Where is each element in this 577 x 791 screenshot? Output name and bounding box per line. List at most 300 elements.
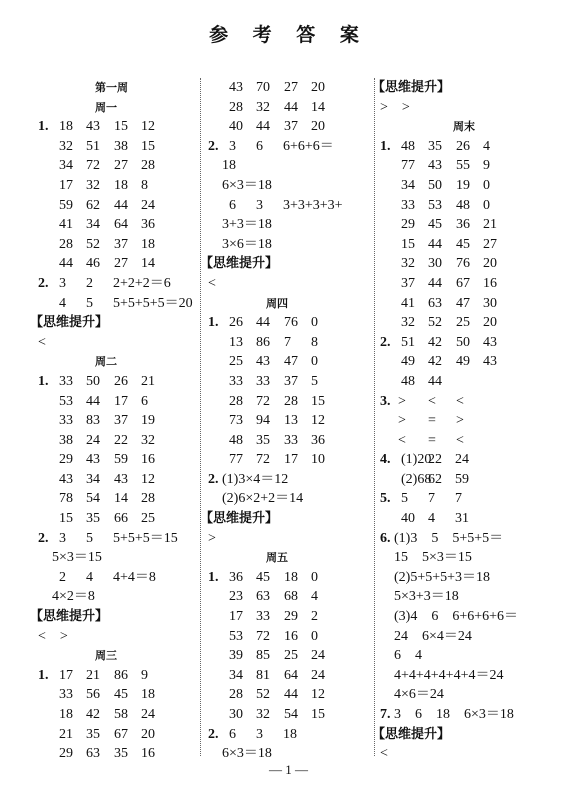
answer-row (208, 117, 368, 137)
question-number: 2. (208, 138, 219, 154)
answer-value: 7 (455, 491, 462, 507)
answer-value: 9 (141, 667, 148, 683)
answer-value: 15 (401, 236, 415, 252)
answer-value: 66 (114, 511, 128, 527)
answer-text: (2)5+5+5+3＝18 (394, 569, 491, 585)
answer-value: 49 (401, 354, 415, 370)
answer-value: 53 (229, 628, 243, 644)
answer-value: 32 (86, 177, 100, 193)
answer-line (38, 333, 196, 353)
answer-value: 5 (311, 373, 318, 389)
answer-value: 30 (229, 707, 243, 722)
answer-value: 16 (141, 746, 155, 762)
answer-value: 36 (456, 217, 470, 233)
answer-row (38, 137, 196, 157)
answer-value: 48 (401, 138, 415, 154)
answer-row (380, 411, 570, 431)
answer-value: 24 (86, 432, 100, 448)
answer-value: 44 (428, 373, 442, 389)
answer-value: 26 (114, 373, 128, 389)
answer-value: 53 (428, 197, 442, 213)
question-number: 5. (380, 491, 391, 507)
answer-value: 18 (141, 236, 155, 252)
answer-row (208, 568, 368, 588)
answer-text: 5×3+3＝18 (394, 589, 459, 605)
answer-value: 30 (483, 295, 497, 311)
answer-value: 67 (456, 275, 470, 291)
answer-value: 27 (114, 158, 128, 174)
thinking-extension-label (30, 313, 196, 333)
answer-value: 24 (141, 707, 155, 722)
answer-row (208, 607, 368, 627)
answer-value: 34 (86, 471, 100, 487)
answer-text: 4+4+4+4+4+4＝24 (394, 667, 504, 683)
answer-value: 42 (86, 707, 100, 722)
answer-value: 62 (428, 471, 442, 487)
answer-line (380, 529, 570, 549)
answer-value: 45 (256, 569, 270, 585)
answer-value: 47 (456, 295, 470, 311)
answer-line (208, 176, 368, 196)
answer-value: 77 (401, 158, 415, 174)
answer-value: 67 (114, 726, 128, 742)
answer-value: 26 (229, 315, 243, 331)
answer-value: 58 (114, 707, 128, 722)
answer-value: 54 (284, 707, 298, 722)
answer-line (38, 627, 196, 647)
answer-value: 18 (114, 177, 128, 193)
answer-value: 33 (59, 687, 73, 703)
section-heading (38, 98, 196, 118)
answer-value: > (398, 413, 406, 429)
section-heading (380, 117, 570, 137)
answer-value: 86 (256, 334, 270, 350)
answer-value: 37 (284, 373, 298, 389)
column-divider (200, 78, 201, 756)
answer-value: 50 (428, 177, 442, 193)
answer-value: 28 (141, 158, 155, 174)
answer-row (38, 470, 196, 490)
section-heading (38, 78, 196, 98)
answer-value: 72 (86, 158, 100, 174)
answer-row (380, 137, 570, 157)
answer-line (380, 587, 570, 607)
answer-value: 13 (229, 334, 243, 350)
answer-value: 24 (311, 667, 325, 683)
answer-value: 44 (114, 197, 128, 213)
answer-row (208, 666, 368, 686)
section-heading-text: 周末 (453, 120, 475, 134)
answer-row (380, 196, 570, 216)
answer-value: 51 (401, 334, 415, 350)
answer-row (208, 431, 368, 451)
answer-value: 31 (455, 511, 469, 527)
answer-row (208, 587, 368, 607)
answer-text: 6×3＝18 (222, 746, 272, 762)
answer-value: 19 (141, 413, 155, 429)
answer-value: 64 (114, 217, 128, 233)
answer-value: 24 (455, 452, 469, 468)
answer-row (208, 646, 368, 666)
answer-row (380, 470, 570, 490)
answer-value: 29 (59, 452, 73, 468)
answer-value: = (428, 413, 436, 429)
answer-row (38, 294, 196, 314)
answer-line (208, 529, 368, 549)
answer-value: 33 (284, 432, 298, 448)
answer-row (380, 235, 570, 255)
answer-value: 12 (141, 471, 155, 487)
thinking-extension-text: 【思维提升】 (372, 726, 451, 742)
answer-value: 19 (456, 177, 470, 193)
question-number: 2. (208, 726, 219, 742)
answer-text: < (38, 334, 46, 350)
answer-row (380, 274, 570, 294)
answer-value: 5 (401, 491, 408, 507)
answer-value: > (398, 393, 406, 409)
answer-text: (1)3×4＝12 (222, 471, 289, 487)
answer-value: 34 (59, 158, 73, 174)
answer-value: 2 (86, 275, 93, 291)
answer-value: 17 (59, 177, 73, 193)
answer-row (380, 352, 570, 372)
thinking-extension-label (200, 509, 368, 529)
answer-value: 42 (428, 354, 442, 370)
answer-value: 32 (59, 138, 73, 154)
answer-value: 52 (256, 687, 270, 703)
answer-value: 28 (229, 687, 243, 703)
answer-text: (2)6×2+2＝14 (222, 491, 304, 507)
section-heading-text: 周四 (266, 296, 288, 310)
answer-value: 41 (401, 295, 415, 311)
answer-value: 21 (59, 726, 73, 742)
answer-value: 34 (86, 217, 100, 233)
answer-value: 72 (256, 628, 270, 644)
answer-value: 5 (86, 530, 93, 546)
answer-value: 7 (428, 491, 435, 507)
answer-row (38, 666, 196, 686)
question-number: 1. (380, 138, 391, 154)
thinking-extension-label (200, 254, 368, 274)
answer-value: 52 (86, 236, 100, 252)
answer-value: 18 (284, 569, 298, 585)
answer-line (380, 568, 570, 588)
answer-value: 44 (256, 315, 270, 331)
answer-value: 72 (256, 393, 270, 409)
answer-value: 20 (311, 119, 325, 135)
page-title: 参 考 答 案 (209, 24, 368, 46)
answer-value: 40 (229, 119, 243, 135)
answer-text: < > (38, 628, 68, 644)
section-heading-text: 第一周 (95, 81, 128, 94)
answer-text: 3×6＝18 (222, 236, 272, 252)
answer-value: 17 (229, 609, 243, 625)
answer-value: 32 (401, 256, 415, 272)
answer-column-3 (372, 78, 570, 764)
answer-value: 28 (229, 99, 243, 115)
answer-row (380, 156, 570, 176)
question-number: 1. (208, 315, 219, 331)
answer-value: 50 (86, 373, 100, 389)
answer-value: 72 (256, 452, 270, 468)
question-number: 1. (38, 119, 49, 135)
question-number: 2. (380, 334, 391, 350)
answer-value: 24 (311, 648, 325, 664)
answer-row (38, 196, 196, 216)
answer-value: 14 (141, 256, 155, 272)
answer-row (208, 333, 368, 353)
answer-value: 18 (59, 119, 73, 135)
answer-value: 33 (229, 373, 243, 389)
question-number: 7. (380, 707, 391, 722)
answer-value: 40 (401, 511, 415, 527)
answer-value: 37 (114, 236, 128, 252)
answer-text: < (208, 275, 216, 291)
answer-value: 13 (284, 413, 298, 429)
answer-value: 20 (311, 80, 325, 95)
answer-value: 43 (229, 80, 243, 95)
answer-value: 4 (483, 138, 490, 154)
answer-value: (2)68 (401, 471, 432, 487)
section-heading-text: 周五 (266, 551, 288, 565)
answer-value: 46 (86, 256, 100, 272)
answer-line (208, 156, 368, 176)
answer-row (38, 431, 196, 451)
answer-value: 8 (141, 177, 148, 193)
thinking-extension-label (30, 607, 196, 627)
answer-value: 18 (141, 687, 155, 703)
answer-value: 59 (59, 197, 73, 213)
answer-value: 48 (229, 432, 243, 448)
answer-row (380, 489, 570, 509)
answer-row (380, 509, 570, 529)
answer-value: 49 (456, 354, 470, 370)
answer-value: 5+5+5＝15 (113, 530, 178, 546)
answer-value: 0 (483, 177, 490, 193)
answer-value: 83 (86, 413, 100, 429)
answer-value: 18 (283, 726, 297, 742)
answer-row (380, 313, 570, 333)
answer-value: 41 (59, 217, 73, 233)
answer-value: 12 (141, 119, 155, 135)
answer-line (380, 705, 570, 725)
question-number: 6. (380, 530, 391, 546)
answer-value: 32 (401, 315, 415, 331)
answer-value: 3+3+3+3+ (283, 197, 343, 213)
answer-row (208, 450, 368, 470)
answer-value: 0 (311, 354, 318, 370)
answer-value: 44 (284, 687, 298, 703)
answer-value: 5 (86, 295, 93, 311)
answer-value: 25 (456, 315, 470, 331)
column-divider (374, 78, 375, 756)
question-number: 1. (38, 667, 49, 683)
answer-value: 28 (229, 393, 243, 409)
answer-value: 22 (428, 452, 442, 468)
answer-value: 0 (311, 628, 318, 644)
answer-line (208, 215, 368, 235)
answer-line (380, 744, 570, 764)
thinking-extension-text: 【思维提升】 (30, 609, 109, 625)
answer-value: 3 (59, 530, 66, 546)
question-number: 1. (38, 373, 49, 389)
answer-value: 43 (256, 354, 270, 370)
question-number: 3. (380, 393, 391, 409)
thinking-extension-text: 【思维提升】 (30, 315, 109, 331)
answer-line (380, 685, 570, 705)
answer-value: 44 (284, 99, 298, 115)
answer-value: 15 (59, 511, 73, 527)
answer-row (380, 176, 570, 196)
answer-text: 6 4 (394, 648, 422, 664)
answer-row (208, 685, 368, 705)
answer-value: 17 (114, 393, 128, 409)
answer-value: 21 (483, 217, 497, 233)
answer-value: 25 (229, 354, 243, 370)
answer-value: 55 (456, 158, 470, 174)
answer-line (208, 470, 368, 490)
answer-value: 2 (311, 609, 318, 625)
section-heading-text: 周一 (95, 100, 117, 114)
answer-value: > (456, 413, 464, 429)
answer-value: 78 (59, 491, 73, 507)
answer-value: 44 (59, 256, 73, 272)
answer-value: 33 (59, 413, 73, 429)
answer-row (38, 392, 196, 412)
answer-value: 53 (59, 393, 73, 409)
answer-value: 29 (284, 609, 298, 625)
answer-value: 62 (86, 197, 100, 213)
answer-line (208, 235, 368, 255)
answer-text: 24 6×4＝24 (394, 628, 472, 644)
answer-row (38, 450, 196, 470)
answer-value: < (398, 432, 406, 448)
answer-text: 4×6＝24 (394, 687, 444, 703)
answer-value: 43 (86, 452, 100, 468)
section-heading-text: 周二 (95, 355, 117, 369)
answer-value: 64 (284, 667, 298, 683)
answer-value: 2+2+2＝6 (113, 275, 171, 291)
question-number: 1. (208, 569, 219, 585)
answer-value: 21 (86, 667, 100, 683)
answer-value: 59 (455, 471, 469, 487)
thinking-extension-label (372, 725, 570, 745)
answer-value: 9 (483, 158, 490, 174)
answer-value: 33 (59, 373, 73, 389)
answer-row (38, 509, 196, 529)
answer-value: 3 (59, 275, 66, 291)
answer-value: < (456, 432, 464, 448)
answer-value: 3 (256, 726, 263, 742)
section-heading (208, 548, 368, 568)
answer-value: 63 (86, 746, 100, 762)
answer-row (208, 392, 368, 412)
answer-value: 38 (114, 138, 128, 154)
answer-value: 37 (114, 413, 128, 429)
answer-value: 4 (311, 589, 318, 605)
question-number: 2. (38, 530, 49, 546)
answer-value: 28 (284, 393, 298, 409)
answer-value: 33 (401, 197, 415, 213)
answer-value: 38 (59, 432, 73, 448)
answer-text: 3+3＝18 (222, 217, 272, 233)
answer-value: 29 (59, 746, 73, 762)
answer-value: 39 (229, 648, 243, 664)
answer-value: 0 (311, 315, 318, 331)
answer-value: 10 (311, 452, 325, 468)
answer-row (380, 254, 570, 274)
section-heading (38, 352, 196, 372)
answer-value: 43 (114, 471, 128, 487)
answer-value: 35 (114, 746, 128, 762)
answer-line (38, 548, 196, 568)
answer-value: 81 (256, 667, 270, 683)
answer-row (38, 705, 196, 725)
answer-value: 4 (428, 511, 435, 527)
answer-line (208, 489, 368, 509)
answer-value: 26 (456, 138, 470, 154)
answer-row (208, 411, 368, 431)
answer-value: 6+6+6＝ (283, 138, 334, 154)
answer-value: 5+5+5+5＝20 (113, 295, 193, 311)
answer-row (380, 215, 570, 235)
answer-row (38, 372, 196, 392)
answer-value: 44 (86, 393, 100, 409)
answer-value: 20 (483, 315, 497, 331)
section-heading-text: 周三 (95, 649, 117, 663)
answer-value: 85 (256, 648, 270, 664)
answer-row (208, 352, 368, 372)
answer-value: 47 (284, 354, 298, 370)
answer-row (208, 725, 368, 745)
answer-text: 3 6 18 6×3＝18 (394, 707, 514, 722)
answer-value: 3 (256, 197, 263, 213)
answer-value: 45 (428, 217, 442, 233)
answer-value: 44 (428, 275, 442, 291)
answer-value: 6 (229, 726, 236, 742)
answer-row (208, 627, 368, 647)
answer-value: 48 (401, 373, 415, 389)
answer-value: 43 (86, 119, 100, 135)
answer-row (38, 725, 196, 745)
answer-value: 59 (114, 452, 128, 468)
answer-row (38, 254, 196, 274)
answer-row (380, 333, 570, 353)
answer-value: 0 (483, 197, 490, 213)
answer-row (380, 431, 570, 451)
answer-line (208, 744, 368, 764)
question-number: 4. (380, 452, 391, 468)
answer-row (380, 392, 570, 412)
answer-line (38, 587, 196, 607)
answer-value: 34 (229, 667, 243, 683)
answer-value: 77 (229, 452, 243, 468)
answer-value: 28 (59, 236, 73, 252)
thinking-extension-text: 【思维提升】 (372, 80, 451, 95)
answer-value: 54 (86, 491, 100, 507)
answer-row (38, 744, 196, 764)
answer-row (208, 313, 368, 333)
answer-value: 44 (428, 236, 442, 252)
answer-text: < (380, 746, 388, 762)
answer-value: 23 (229, 589, 243, 605)
answer-row (38, 235, 196, 255)
answer-value: 4+4＝8 (113, 569, 156, 585)
answer-value: 45 (456, 236, 470, 252)
section-heading (38, 646, 196, 666)
answer-value: 28 (141, 491, 155, 507)
answer-value: 18 (59, 707, 73, 722)
